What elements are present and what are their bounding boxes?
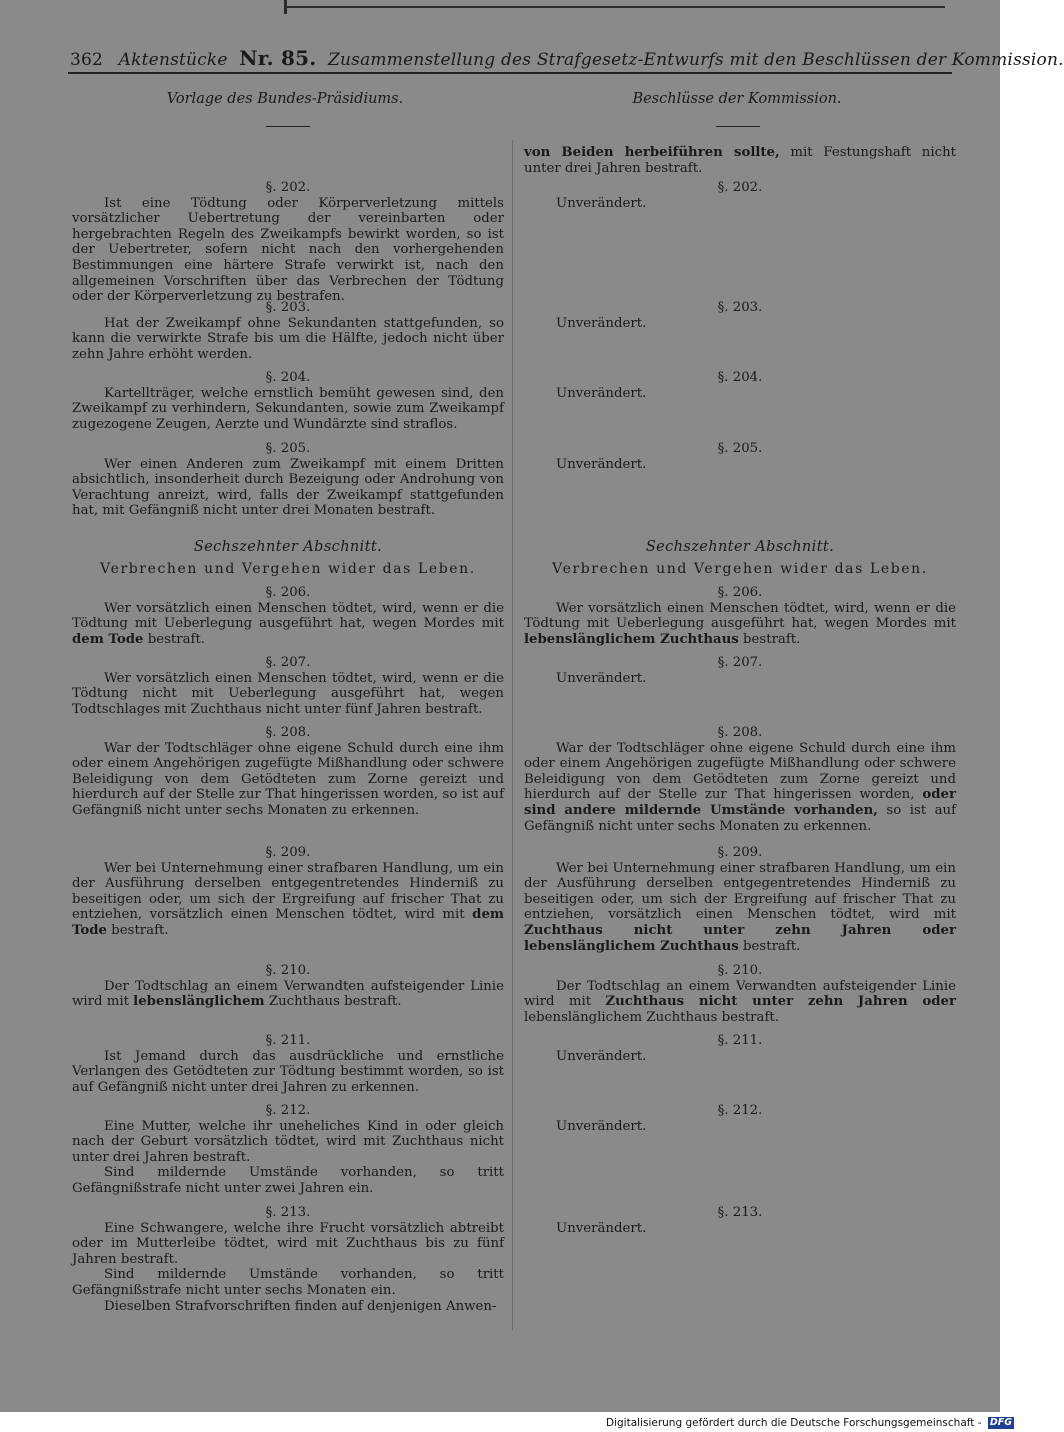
left-column-heading: Vorlage des Bundes-Präsidiums. <box>166 91 404 107</box>
section-text: Dieselben Strafvorschriften finden auf denjenigen Anwen- <box>104 1298 497 1314</box>
section-number: §. 212. <box>717 1103 763 1118</box>
left-section-213 <box>72 1205 504 1314</box>
section-text: Wer vorsätzlich einen Menschen tödtet, wird, wenn er die Tödtung mit Ueberlegung ausgeführt hat, wegen Mordes mit dem Tode bestraft. <box>72 600 504 647</box>
section-text: War der Todtschläger ohne eigene Schuld durch eine ihm oder einem Angehörigen zugefügte Mißhandlung oder schwere Beleidigung von dem Getödteten zum Zorne gereizt und hierdurch auf der Stelle zur That hingerissen worden, oder sind andere mildernde Umstände vorhanden, so ist auf Gefängniß nicht unter sechs Monaten zu erkennen. <box>524 740 957 834</box>
left-section-210 <box>72 963 504 1010</box>
section-number: §. 203. <box>717 300 763 315</box>
emphasis: lebenslänglichem <box>133 994 265 1010</box>
left-heading-rule <box>266 126 310 127</box>
right-section-205 <box>524 441 956 472</box>
right-column-heading: Beschlüsse der Kommission. <box>632 91 842 107</box>
section-number: §. 210. <box>717 963 763 978</box>
unchanged-note: Unverändert. <box>556 385 647 401</box>
header-prefix: Aktenstücke <box>118 50 228 70</box>
emphasis: Zuchthaus nicht unter zehn Jahren oder lebenslänglichem Zuchthaus <box>524 922 956 954</box>
unchanged-note: Unverändert. <box>556 1220 647 1236</box>
section-text: Wer einen Anderen zum Zweikampf mit einem Dritten absichtlich, insonderheit durch Bezeigung oder Androhung von Verachtung anreizt, wird, falls der Zweikampf stattgefunden hat, mit Gefängniß nicht unter drei Monaten bestraft. <box>72 456 504 519</box>
section-text: Ist Jemand durch das ausdrückliche und ernstliche Verlangen des Getödteten zur Tödtung bestimmt worden, so ist auf Gefängniß nicht unter drei Jahren zu erkennen. <box>72 1048 504 1095</box>
section-number: §. 204. <box>265 370 311 385</box>
right-section-204 <box>524 370 956 401</box>
emphasis: Zuchthaus nicht unter zehn Jahren oder <box>605 994 956 1010</box>
section-number: §. 207. <box>717 655 763 670</box>
right-section-213 <box>524 1205 956 1236</box>
scan-edge-line <box>285 6 945 8</box>
section-number: §. 208. <box>717 725 763 740</box>
section-number: §. 205. <box>717 441 763 456</box>
left-section-208 <box>72 725 504 819</box>
unchanged-note: Unverändert. <box>556 1048 647 1064</box>
section-number: §. 211. <box>717 1033 763 1048</box>
section-text: Wer vorsätzlich einen Menschen tödtet, wird, wenn er die Tödtung nicht mit Ueberlegung ausgeführt hat, wegen Todtschlages mit Zuchthaus nicht unter fünf Jahren bestraft. <box>72 670 504 717</box>
chapter-title: Verbrechen und Vergehen wider das Leben. <box>552 560 928 577</box>
funding-text: Digitalisierung gefördert durch die Deutsche Forschungsgemeinschaft - <box>606 1417 982 1429</box>
section-number: §. 208. <box>265 725 311 740</box>
left-section-206 <box>72 585 504 647</box>
section-number: §. 212. <box>265 1103 311 1118</box>
chapter-title: Verbrechen und Vergehen wider das Leben. <box>100 560 476 577</box>
right-section-208 <box>524 725 956 834</box>
section-number: §. 204. <box>717 370 763 385</box>
dfg-logo: DFG <box>989 1417 1013 1428</box>
section-number: §. 207. <box>265 655 311 670</box>
section-number: §. 213. <box>717 1205 763 1220</box>
header-title: Zusammenstellung des Strafgesetz-Entwurfs mit den Beschlüssen der Kommission. <box>328 50 1064 70</box>
section-number: §. 202. <box>265 180 311 195</box>
funding-footer <box>606 1417 1014 1429</box>
section-text: Sind mildernde Umstände vorhanden, so tritt Gefängnißstrafe nicht unter sechs Monaten ein. <box>72 1267 504 1298</box>
section-number: §. 209. <box>717 845 763 860</box>
right-heading-rule <box>716 126 760 127</box>
right-section-206 <box>524 585 956 647</box>
left-section-212 <box>72 1103 504 1197</box>
section-number: §. 206. <box>717 585 763 600</box>
section-text: Der Todtschlag an einem Verwandten aufsteigender Linie wird mit Zuchthaus nicht unter zehn Jahren oder lebenslänglichem Zuchthaus bestraft. <box>524 978 956 1025</box>
section-text: Hat der Zweikampf ohne Sekundanten stattgefunden, so kann die verwirkte Strafe bis um die Hälfte, jedoch nicht über zehn Jahre erhöht werden. <box>72 315 504 362</box>
unchanged-note: Unverändert. <box>556 456 647 472</box>
emphasis: lebenslänglichem Zuchthaus <box>524 631 739 647</box>
left-section-204 <box>72 370 504 432</box>
column-divider <box>512 140 513 1330</box>
emphasis: dem Tode <box>72 631 144 647</box>
left-section-202 <box>72 180 504 305</box>
section-text: von Beiden herbeiführen sollte, mit Festungshaft nicht unter drei Jahren bestraft. <box>524 145 956 176</box>
section-number: §. 203. <box>265 300 311 315</box>
right-section-203 <box>524 300 956 331</box>
right-section-210 <box>524 963 956 1025</box>
section-text: War der Todtschläger ohne eigene Schuld durch eine ihm oder einem Angehörigen zugefügte Mißhandlung oder schwere Beleidigung von dem Getödteten zum Zorne gereizt und hierdurch auf der Stelle zur That hingerissen worden, so ist auf Gefängniß nicht unter sechs Monaten zu erkennen. <box>72 740 504 818</box>
section-number: §. 210. <box>265 963 311 978</box>
unchanged-note: Unverändert. <box>556 315 647 331</box>
left-section-205 <box>72 441 504 519</box>
left-section-211 <box>72 1033 504 1095</box>
left-section-207 <box>72 655 504 717</box>
section-number: §. 206. <box>265 585 311 600</box>
unchanged-note: Unverändert. <box>556 670 647 686</box>
section-text: Eine Schwangere, welche ihre Frucht vorsätzlich abtreibt oder im Mutterleibe tödtet, wird mit Zuchthaus bis zu fünf Jahren bestraft. <box>72 1220 504 1267</box>
section-number: §. 202. <box>717 180 763 195</box>
section-text: Kartellträger, welche ernstlich bemüht gewesen sind, den Zweikampf zu verhindern, Sekundanten, sowie zum Zweikampf zugezogene Zeugen, Aerzte und Wundärzte sind straflos. <box>72 385 504 432</box>
section-number: §. 205. <box>265 441 311 456</box>
section-text: Sind mildernde Umstände vorhanden, so tritt Gefängnißstrafe nicht unter zwei Jahren ein. <box>72 1165 504 1196</box>
section-text: Wer vorsätzlich einen Menschen tödtet, wird, wenn er die Tödtung mit Ueberlegung ausgeführt hat, wegen Mordes mit lebenslänglichem Zuchthaus bestraft. <box>524 600 956 647</box>
right-section-202 <box>524 180 956 211</box>
emphasis: oder sind andere mildernde Umstände vorhanden, <box>524 787 956 818</box>
chapter-number: Sechszehnter Abschnitt. <box>645 539 835 555</box>
section-number: §. 211. <box>265 1033 311 1048</box>
unchanged-note: Unverändert. <box>556 1118 647 1134</box>
right-section-212 <box>524 1103 956 1134</box>
emphasis: dem Tode <box>72 907 504 938</box>
section-text: Der Todtschlag an einem Verwandten aufsteigender Linie wird mit lebenslänglichem Zuchthaus bestraft. <box>72 978 504 1010</box>
running-header <box>70 46 1064 70</box>
section-text: Eine Mutter, welche ihr uneheliches Kind in oder gleich nach der Geburt vorsätzlich tödtet, wird mit Zuchthaus nicht unter drei Jahren bestraft. <box>72 1118 504 1165</box>
section-number: §. 213. <box>265 1205 311 1220</box>
section-text: Ist eine Tödtung oder Körperverletzung mittels vorsätzlicher Uebertretung der vereinbarten oder hergebrachten Regeln des Zweikampfs bewirkt worden, so ist der Uebertreter, sofern nicht nach den vorhergehenden Bestimmungen eine härtere Strafe verwirkt ist, nach den allgemeinen Vorschriften über das Verbrechen der Tödtung oder der Körperverletzung zu bestrafen. <box>72 195 504 305</box>
left-section-203 <box>72 300 504 362</box>
chapter-number: Sechszehnter Abschnitt. <box>193 539 383 555</box>
emphasis: von Beiden herbeiführen sollte, <box>524 145 780 160</box>
unchanged-note: Unverändert. <box>556 195 647 211</box>
section-text: Wer bei Unternehmung einer strafbaren Handlung, um ein der Ausführung derselben entgegentretendes Hinderniß zu beseitigen oder, um sich der Ergreifung auf frischer That zu entziehen, vorsätzlich einen Menschen tödtet, wird mit dem Tode bestraft. <box>72 860 504 938</box>
page-number: 362 <box>70 50 104 70</box>
left-section-209 <box>72 845 504 939</box>
right-section-207 <box>524 655 956 686</box>
section-text: Wer bei Unternehmung einer strafbaren Handlung, um ein der Ausführung derselben entgegentretendes Hinderniß zu beseitigen oder, um sich der Ergreifung auf frischer That zu entziehen, vorsätzlich einen Menschen tödtet, wird mit Zuchthaus nicht unter zehn Jahren oder lebenslänglichem Zuchthaus bestraft. <box>524 860 956 954</box>
header-rule <box>68 72 952 74</box>
right-section-209 <box>524 845 956 954</box>
section-number: §. 209. <box>265 845 311 860</box>
right-section-211 <box>524 1033 956 1064</box>
document-number: Nr. 85. <box>239 46 317 70</box>
left-chapter-heading <box>72 540 504 577</box>
right-chapter-heading <box>524 540 956 577</box>
right-continuation <box>524 145 956 176</box>
